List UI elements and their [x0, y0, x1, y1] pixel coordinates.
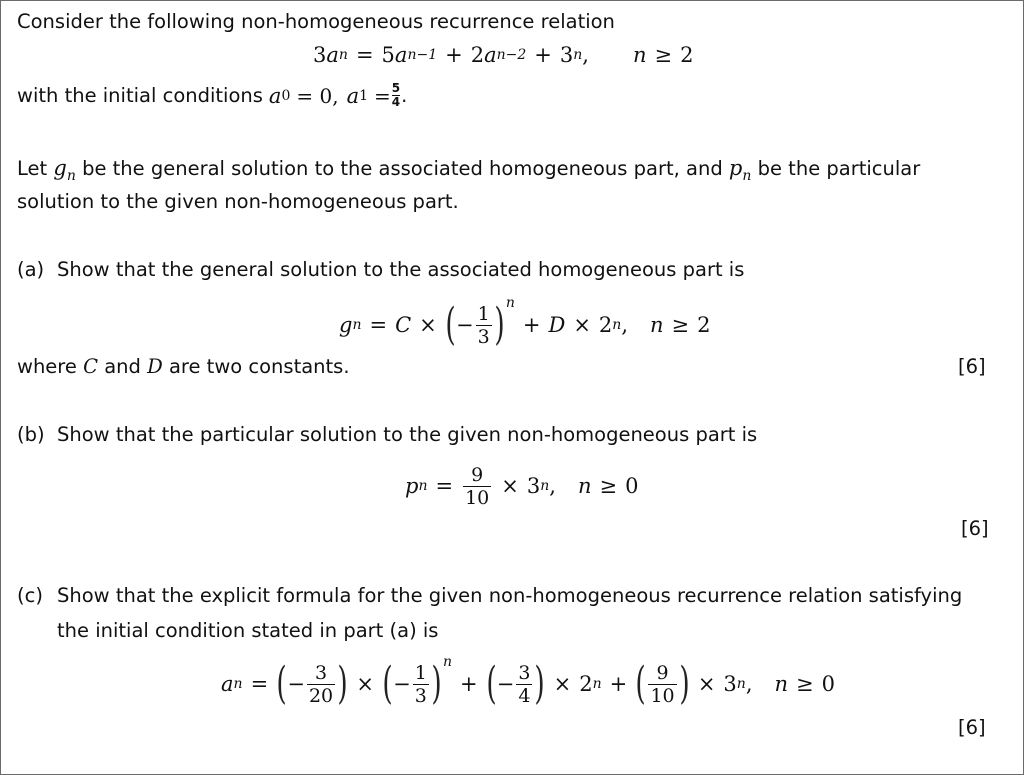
plus: + — [522, 313, 541, 337]
cond-var: n — [650, 313, 664, 337]
coef: 2 — [470, 43, 485, 67]
exponent: n — [592, 676, 602, 692]
recurrence-equation — [313, 25, 694, 85]
part-c-text-1: Show that the explicit formula for the given non-homogeneous recurrence relation satisfying — [57, 584, 963, 607]
var: a — [326, 43, 339, 67]
numerator: 1 — [477, 302, 490, 325]
part-a-where — [17, 355, 350, 379]
base: 2 — [598, 313, 613, 337]
particular-solution-equation — [405, 456, 639, 516]
times: × — [553, 672, 572, 696]
left-paren: ( — [486, 658, 497, 709]
comma: , — [621, 313, 629, 337]
plus: + — [460, 672, 478, 696]
constant-d: D — [548, 313, 566, 337]
right-paren: ) — [494, 299, 505, 350]
fraction — [516, 662, 532, 707]
comma: , — [582, 43, 589, 67]
denominator: 10 — [650, 684, 675, 707]
homogeneous-solution-equation — [339, 295, 711, 355]
left-paren: ( — [276, 658, 287, 709]
minus: − — [455, 313, 474, 337]
times: × — [356, 672, 374, 696]
constants-text: are two constants. — [168, 355, 350, 378]
period: . — [401, 83, 408, 107]
cond-rel: ≥ — [671, 313, 690, 337]
cond-val: 0 — [821, 672, 836, 696]
times: × — [697, 672, 716, 696]
equals: = — [435, 474, 454, 498]
a0-sub: 0 — [281, 87, 291, 104]
numerator: 3 — [315, 661, 328, 684]
var: a — [484, 43, 497, 67]
a1-fraction — [392, 82, 400, 109]
numerator: 9 — [471, 463, 484, 486]
subscript: n — [233, 676, 243, 692]
right-paren: ) — [679, 658, 690, 709]
constant-c: C — [83, 355, 99, 378]
cond-rel: ≥ — [654, 43, 673, 67]
p-var: p — [728, 156, 743, 180]
a1-sub: 1 — [359, 87, 369, 104]
denominator: 4 — [391, 95, 401, 109]
base: 3 — [526, 474, 541, 498]
equals: = — [369, 313, 388, 337]
subscript: n — [352, 317, 362, 333]
times: × — [573, 313, 591, 337]
plus: + — [534, 43, 552, 67]
denominator: 4 — [518, 684, 531, 707]
part-b-marks: [6] — [961, 517, 989, 540]
numerator: 1 — [414, 661, 427, 684]
initial-conditions — [17, 82, 407, 109]
base: 3 — [559, 43, 574, 67]
initial-text: with the initial conditions — [17, 83, 263, 107]
cond-val: 2 — [680, 43, 694, 67]
let-line — [17, 156, 920, 188]
equals: = — [250, 672, 269, 696]
equals: = — [355, 43, 374, 67]
cond-var: n — [632, 43, 647, 67]
let-text-3: be the particular — [757, 157, 921, 180]
let-text: Let — [17, 157, 48, 180]
subscript: n — [418, 478, 428, 494]
exponent: n — [736, 676, 746, 692]
var: a — [394, 43, 408, 67]
constant-c: C — [395, 313, 412, 337]
fraction — [476, 303, 492, 348]
explicit-formula-equation — [221, 654, 835, 714]
exponent: n — [540, 478, 550, 494]
cond-rel: ≥ — [599, 474, 618, 498]
part-a-text: Show that the general solution to the associated homogeneous part is — [57, 258, 745, 281]
exponent: n — [612, 317, 622, 333]
var: g — [339, 313, 353, 337]
a0-var: a — [268, 83, 282, 108]
coef: 3 — [313, 43, 327, 67]
base: 3 — [723, 672, 737, 696]
let-line-2: solution to the given non-homogeneous part. — [17, 190, 459, 213]
part-c-text-2: the initial condition stated in part (a) is — [57, 619, 439, 642]
comma: , — [745, 672, 753, 696]
left-paren: ( — [382, 658, 393, 709]
numerator: 5 — [391, 81, 401, 95]
comma: , — [549, 474, 556, 498]
cond-val: 0 — [625, 474, 639, 498]
coef: 5 — [381, 43, 395, 67]
subscript: n−1 — [407, 47, 438, 63]
cond-rel: ≥ — [796, 672, 814, 696]
part-b-label: (b) — [17, 423, 45, 446]
exponent: n — [505, 295, 515, 311]
fraction — [307, 662, 335, 707]
g-sub: n — [66, 168, 76, 184]
times: × — [501, 474, 519, 498]
minus: − — [287, 672, 305, 696]
numerator: 3 — [518, 661, 531, 684]
constant-d: D — [147, 355, 163, 378]
cond-val: 2 — [697, 313, 711, 337]
var: a — [221, 672, 234, 696]
and-text: and — [104, 355, 141, 378]
denominator: 3 — [414, 684, 427, 707]
exponent: n — [573, 47, 583, 63]
right-paren: ) — [337, 658, 348, 709]
fraction — [463, 464, 491, 509]
cond-var: n — [577, 474, 592, 498]
p-sub: n — [742, 168, 752, 184]
subscript: n — [338, 47, 348, 63]
where-text: where — [17, 355, 77, 378]
part-a-marks: [6] — [958, 355, 986, 378]
denominator: 20 — [308, 684, 334, 707]
fraction — [413, 662, 429, 707]
right-paren: ) — [534, 658, 546, 709]
right-paren: ) — [431, 658, 442, 709]
minus: − — [393, 672, 411, 696]
intro-line: Consider the following non-homogeneous recurrence relation — [17, 10, 615, 33]
var: p — [405, 474, 419, 498]
minus: − — [496, 672, 515, 696]
fraction — [648, 662, 676, 707]
part-c-marks: [6] — [958, 716, 986, 739]
part-c-label: (c) — [17, 584, 43, 607]
times: × — [419, 313, 437, 337]
exponent: n — [442, 654, 452, 670]
part-a-label: (a) — [17, 258, 45, 281]
left-paren: ( — [445, 299, 456, 350]
a0-value: = 0, — [296, 83, 339, 108]
cond-var: n — [774, 672, 789, 696]
numerator: 9 — [656, 661, 669, 684]
part-b-text: Show that the particular solution to the given non-homogeneous part is — [57, 423, 758, 446]
let-text-2: be the general solution to the associated homogeneous part, and — [82, 157, 723, 180]
plus: + — [609, 672, 628, 696]
a1-equals: = — [374, 83, 391, 108]
left-paren: ( — [635, 658, 647, 709]
subscript: n−2 — [496, 47, 527, 63]
base: 2 — [579, 672, 593, 696]
denominator: 3 — [477, 325, 490, 348]
g-var: g — [53, 156, 67, 180]
denominator: 10 — [465, 486, 490, 509]
a1-var: a — [346, 83, 360, 108]
plus: + — [445, 43, 463, 67]
